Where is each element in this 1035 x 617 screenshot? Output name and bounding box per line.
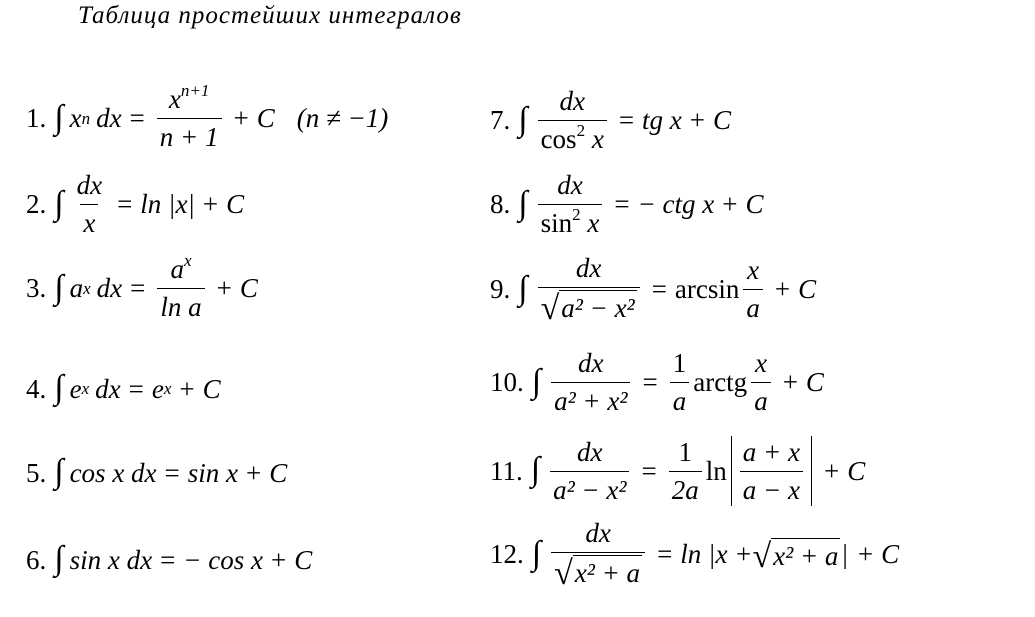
equals-sign: = bbox=[129, 103, 145, 133]
result: − ctg x bbox=[637, 189, 715, 219]
formula-number: 6. bbox=[26, 544, 47, 575]
constant: C bbox=[269, 457, 288, 488]
numerator: dx bbox=[557, 170, 583, 200]
formula-3: 3. ∫ a x dx = $\frac{a^x}{\text{ln a}}$ + C bbox=[26, 251, 258, 322]
coefficient-numerator: 1 bbox=[672, 348, 687, 378]
page-title: Таблица простейших интегралов bbox=[78, 2, 462, 29]
denominator-exponent: 2 bbox=[572, 205, 581, 224]
integrand-fraction bbox=[551, 350, 630, 415]
result: ln |x + bbox=[680, 539, 753, 569]
equals-sign: = bbox=[130, 273, 146, 303]
plus-sign: + bbox=[202, 189, 219, 219]
formula-12 bbox=[490, 518, 900, 592]
integrand: x bbox=[69, 103, 82, 133]
integrand: sin x dx bbox=[69, 544, 153, 575]
result-square-root bbox=[752, 537, 840, 575]
absolute-value-close-bar: | bbox=[842, 539, 848, 569]
argument-denominator: a bbox=[743, 289, 763, 322]
absolute-value-right-bar bbox=[811, 436, 812, 506]
equals-sign: = bbox=[657, 539, 673, 569]
formula-5 bbox=[26, 453, 288, 490]
integral-sign: ∫ bbox=[54, 268, 64, 306]
integral-sign: ∫ bbox=[518, 269, 528, 307]
plus-sign: + bbox=[216, 273, 232, 303]
equals-sign: = bbox=[164, 457, 180, 488]
plus-sign: + bbox=[857, 539, 874, 569]
constant: C bbox=[847, 455, 866, 486]
plus-sign: + bbox=[233, 103, 249, 133]
denominator: x bbox=[80, 204, 98, 237]
result: sin x bbox=[187, 457, 239, 488]
formula-number: 9. bbox=[490, 274, 511, 304]
constant: C bbox=[226, 189, 245, 219]
denominator-variable: x bbox=[591, 124, 604, 154]
numerator: dx bbox=[575, 253, 602, 283]
result: − cos x bbox=[183, 544, 263, 575]
denominator-exponent: 2 bbox=[576, 121, 586, 140]
coefficient-fraction bbox=[670, 350, 690, 415]
formula-number: 2. bbox=[26, 189, 47, 219]
result: tg x bbox=[642, 105, 682, 135]
constant: C bbox=[713, 105, 732, 135]
plus-sign: + bbox=[782, 367, 798, 397]
numerator: dx bbox=[577, 436, 603, 467]
equals-sign: = bbox=[651, 274, 667, 304]
integrand-fraction bbox=[538, 253, 640, 327]
differential: dx bbox=[95, 373, 121, 404]
integrand: cos x dx bbox=[69, 457, 157, 488]
result-function: ln bbox=[705, 455, 727, 486]
result: ln |x| bbox=[140, 189, 195, 219]
numerator: dx bbox=[559, 86, 585, 116]
equals-sign: = bbox=[642, 367, 658, 397]
coefficient-fraction bbox=[669, 436, 702, 505]
coefficient-numerator: 1 bbox=[678, 436, 692, 467]
integral-sign: ∫ bbox=[530, 451, 541, 488]
radical-sign: √ bbox=[540, 290, 560, 327]
integral-sign: ∫ bbox=[531, 534, 542, 572]
equals-sign: = bbox=[117, 189, 133, 219]
result-radicand: x² + a bbox=[771, 538, 840, 572]
formula-number: 7. bbox=[490, 105, 511, 135]
constant: C bbox=[798, 274, 817, 304]
integrand-fraction bbox=[550, 436, 629, 505]
formula-9 bbox=[490, 253, 817, 327]
coefficient-denominator: a bbox=[670, 382, 690, 415]
denominator-function: cos bbox=[540, 124, 577, 154]
formula-1: 1. ∫ x n dx = $\frac{x^{n+1}}{n + 1}$ + C (n ≠ −1) bbox=[26, 81, 389, 152]
integral-sign: ∫ bbox=[518, 184, 528, 222]
plus-sign: + bbox=[179, 373, 195, 404]
plus-sign: + bbox=[722, 189, 738, 219]
numerator: dx bbox=[76, 170, 103, 200]
constant: C bbox=[294, 544, 313, 575]
formula-6 bbox=[26, 540, 313, 577]
plus-sign: + bbox=[246, 457, 262, 488]
plus-sign: + bbox=[689, 105, 706, 135]
constant: C bbox=[805, 367, 824, 397]
formula-number: 12. bbox=[490, 539, 524, 569]
formula-number: 3. bbox=[26, 273, 47, 303]
argument-numerator: x bbox=[747, 255, 760, 285]
radicand: x² + a bbox=[573, 555, 642, 589]
result-function: arcsin bbox=[674, 274, 740, 304]
numerator-exponent: x bbox=[183, 251, 192, 270]
numerator: dx bbox=[578, 348, 604, 378]
radicand: a² − x² bbox=[559, 290, 636, 324]
square-root bbox=[540, 290, 637, 327]
integral-sign: ∫ bbox=[531, 362, 542, 400]
equals-sign: = bbox=[128, 373, 144, 404]
equals-sign: = bbox=[618, 105, 635, 135]
argument-fraction bbox=[740, 436, 803, 505]
formula-11 bbox=[490, 436, 865, 506]
result-function: arctg bbox=[693, 367, 748, 397]
denominator: a² + x² bbox=[551, 382, 630, 415]
equals-sign: = bbox=[160, 544, 176, 575]
argument-denominator: a − x bbox=[740, 471, 803, 504]
argument-denominator: a bbox=[751, 382, 771, 415]
argument-fraction bbox=[743, 257, 763, 322]
formula-10 bbox=[490, 350, 824, 415]
plus-sign: + bbox=[271, 544, 287, 575]
integrand-fraction bbox=[538, 88, 607, 153]
radical-sign: √ bbox=[554, 555, 573, 592]
integral-sign: ∫ bbox=[518, 100, 528, 138]
denominator-function: sin bbox=[540, 208, 573, 238]
argument-fraction bbox=[751, 350, 771, 415]
formula-number: 11. bbox=[490, 455, 523, 486]
condition: (n ≠ −1) bbox=[296, 103, 389, 133]
plus-sign: + bbox=[823, 455, 840, 486]
formula-number: 4. bbox=[26, 373, 47, 404]
square-root bbox=[554, 555, 642, 592]
integral-sign: ∫ bbox=[54, 453, 64, 490]
integral-sign: ∫ bbox=[54, 184, 64, 222]
plus-sign: + bbox=[774, 274, 791, 304]
coefficient-denominator: 2a bbox=[669, 471, 702, 504]
argument-numerator: a + x bbox=[742, 436, 800, 467]
result-fraction bbox=[157, 81, 222, 152]
constant: C bbox=[239, 273, 258, 303]
constant: C bbox=[881, 539, 900, 569]
differential: dx bbox=[96, 273, 123, 303]
integrand: a bbox=[69, 273, 84, 303]
equals-sign: = bbox=[614, 189, 630, 219]
formula-4: 4. ∫ e x dx = e x + C bbox=[26, 369, 221, 406]
formula-number: 8. bbox=[490, 189, 511, 219]
formula-number: 1. bbox=[26, 103, 47, 133]
formula-number: 10. bbox=[490, 367, 524, 397]
integral-sign: ∫ bbox=[54, 540, 64, 577]
formula-7 bbox=[490, 88, 731, 153]
differential: dx bbox=[96, 103, 122, 133]
formula-8 bbox=[490, 172, 764, 237]
constant: C bbox=[256, 103, 275, 133]
constant: C bbox=[202, 373, 221, 404]
numerator: a bbox=[170, 254, 184, 284]
equals-sign: = bbox=[641, 455, 657, 486]
formula-number: 5. bbox=[26, 457, 47, 488]
numerator: x bbox=[168, 84, 181, 114]
formula-2 bbox=[26, 172, 244, 237]
integral-sign: ∫ bbox=[54, 98, 64, 136]
integrand-fraction bbox=[538, 172, 603, 237]
argument-numerator: x bbox=[754, 348, 767, 378]
integrand-fraction bbox=[551, 518, 645, 592]
absolute-value-left-bar bbox=[731, 436, 732, 506]
denominator: n + 1 bbox=[157, 118, 222, 151]
integrand-fraction bbox=[74, 172, 105, 237]
denominator-variable: x bbox=[587, 208, 600, 238]
denominator: ln a bbox=[157, 288, 204, 321]
integrand: e bbox=[69, 373, 82, 404]
integral-sign: ∫ bbox=[54, 369, 64, 406]
constant: C bbox=[745, 189, 764, 219]
denominator: a² − x² bbox=[550, 471, 629, 504]
numerator: dx bbox=[585, 518, 611, 548]
radical-sign: √ bbox=[752, 537, 772, 575]
result-fraction bbox=[157, 251, 204, 322]
numerator-exponent: n+1 bbox=[180, 81, 210, 100]
result: e bbox=[151, 373, 164, 404]
